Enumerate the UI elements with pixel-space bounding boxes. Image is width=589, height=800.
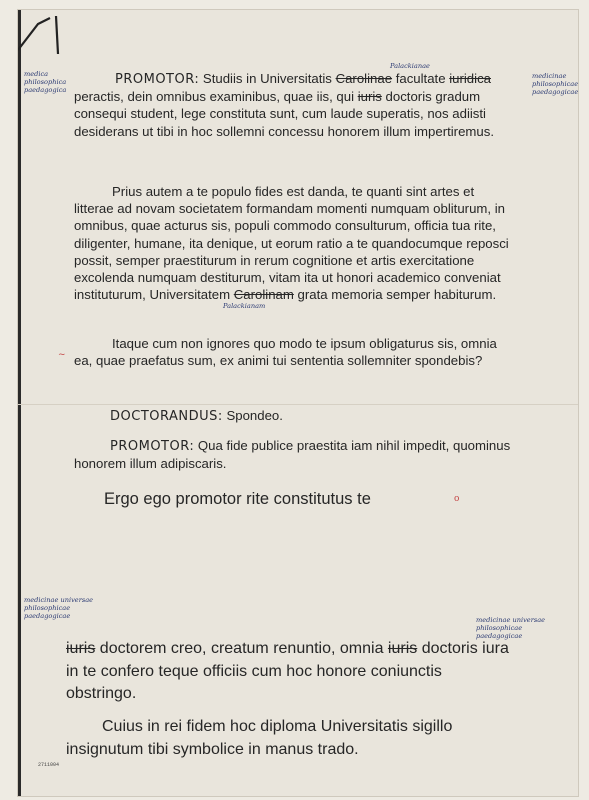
question-paragraph: Itaque cum non ignores quo modo te ipsum obligaturus sis, omnia ea, quae praefatus sum, ex animi tui sententia sollemniter spondebis? <box>74 336 497 369</box>
document-page <box>18 10 578 796</box>
speaker-promotor: PROMOTOR: <box>115 72 200 87</box>
diploma-paragraph: Cuius in rei fidem hoc diploma Universitatis sigillo insignutum tibi symbolice in manus trado. <box>66 718 453 758</box>
page-edge <box>18 10 21 796</box>
oath-paragraph: Prius autem a te populo fides est danda, te quanti sint artes et litterae ad novam societatem formandam momenti numquam obliturum, in omnibus, quae acturus sis, populi commodo consulturum, officia tua rite, diligenter, humane, ita denique, ut eorum ratio a te quandocumque reposci possit, semper praestiturum in rerum cognitione et artis exercitatione excolenda numquam destiturum, vitam ita ut honori academico conveniat instituturum, Universitatem Carolinam grata memoria semper habiturum. <box>74 184 509 303</box>
speaker-promotor-2: PROMOTOR: <box>110 439 195 454</box>
fold-line <box>18 404 578 405</box>
struck-carolinae: Carolinae <box>335 71 393 86</box>
struck-iuris-bottom: iuris <box>66 640 96 657</box>
promotor-paragraph-2: PROMOTOR: Qua fide publice praestita iam nihil impedit, quominus honorem illum adipiscaris. <box>74 438 511 472</box>
red-pencil-mark: o <box>454 494 460 504</box>
struck-iuris: iuris <box>357 89 382 105</box>
doctorandus-line: DOCTORANDUS: Spondeo. <box>110 408 283 424</box>
promotor-paragraph-1: PROMOTOR: Studiis in Universitatis Carolinae facultate iuridica peractis, dein omnibus examinibus, quae iis, qui iuris doctoris gradum consequi student, lege constituta sunt, cum laude superatis, nos adiisti desiderans ut tibi in hoc sollemni concessu honorem illum impertiremus. <box>74 71 494 139</box>
margin-note-bottom-left: medicinae universae philosophicae paedagogicae <box>24 596 94 620</box>
note-above-carolinae: Palackianae <box>390 62 430 70</box>
struck-iuris-bottom-2: iuris <box>387 640 418 657</box>
ergo-line: Ergo ego promotor rite constitutus te <box>104 490 371 508</box>
struck-carolinam: Carolinam <box>233 287 294 303</box>
margin-note-right-top: medicinae philosophicae paedagogicae <box>532 72 578 96</box>
red-pencil-mark: ~ <box>58 350 66 360</box>
archive-number: 2711004 <box>38 762 60 768</box>
struck-iuridica: iuridica <box>449 71 491 86</box>
margin-note-bottom-right: medicinae universae philosophicae paedagogicae <box>476 616 546 640</box>
corner-fold-mark <box>18 10 68 56</box>
speaker-doctorandus: DOCTORANDUS: <box>110 409 223 424</box>
margin-note-left-top: medica philosophica paedagogica <box>24 70 67 94</box>
note-above-carolinam: Palackianam <box>223 302 266 310</box>
creation-paragraph: iuris doctorem creo, creatum renuntio, omnia iuris doctoris iura in te confero teque officiis cum hoc honore coniunctis obstringo. <box>66 640 509 703</box>
